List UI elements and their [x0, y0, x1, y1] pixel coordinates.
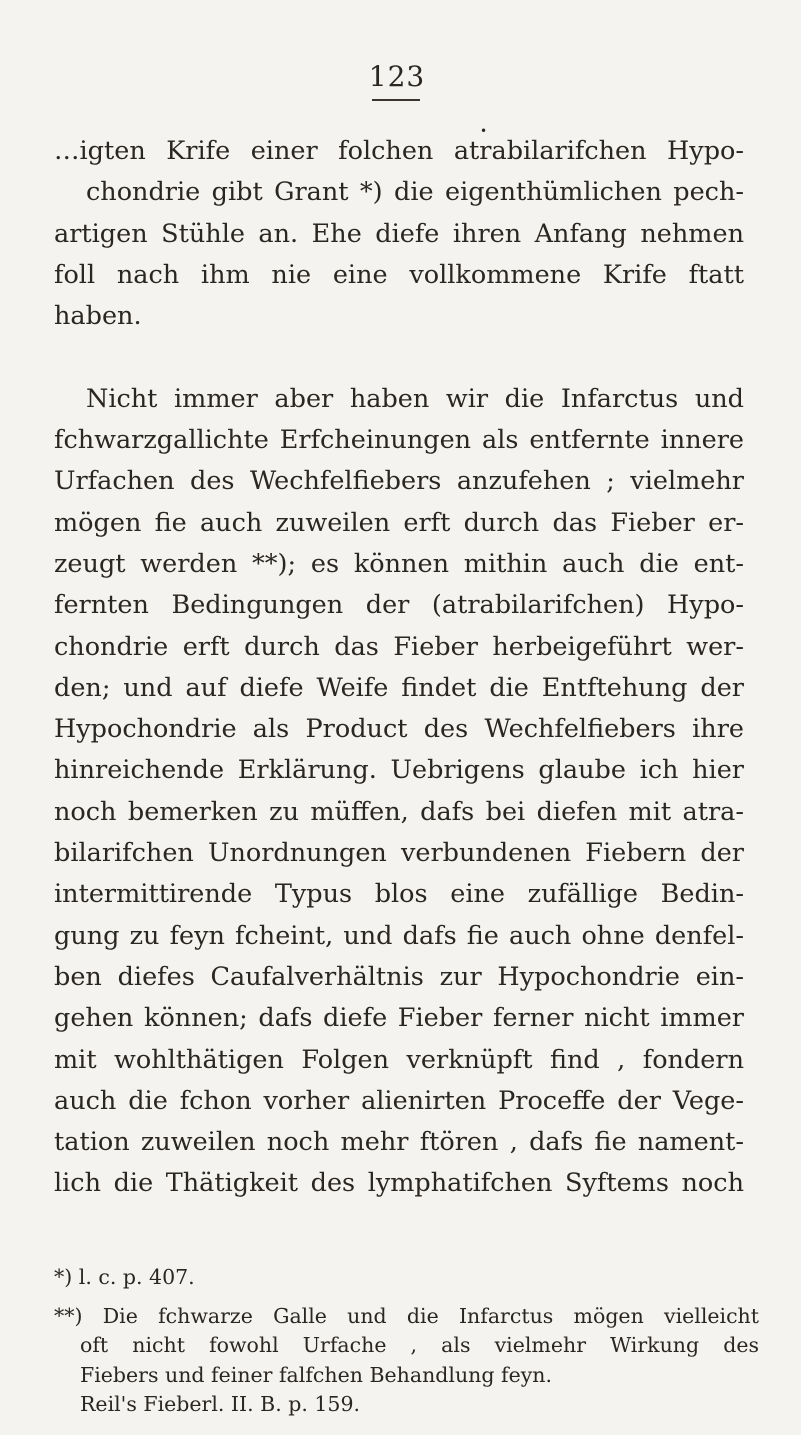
text-line: foll nach ihm nie eine vollkommene Krife ftatt: [54, 259, 744, 290]
page-number: 123: [368, 60, 426, 93]
text-line: Urfachen des Wechfelfiebers anzufehen ; vielmehr: [54, 466, 744, 497]
text-line: bilarifchen Unordnungen verbundenen Fiebern der: [54, 838, 744, 869]
text-line: gehen können; dafs diefe Fieber ferner nicht immer: [54, 1003, 744, 1034]
text-line: auch die fchon vorher alienirten Proceffe der Vege-: [54, 1085, 744, 1116]
text-line: mögen fie auch zuweilen erft durch das Fieber er-: [54, 507, 744, 538]
text-line: Hypochondrie als Product des Wechfelfiebers ihre: [54, 714, 744, 745]
text-line: Nicht immer aber haben wir die Infarctus und: [86, 383, 744, 414]
footnotes: [54, 1263, 759, 1420]
text-line: chondrie erft durch das Fieber herbeigeführt wer-: [54, 631, 744, 662]
footnote-2-line: Fiebers und feiner falfchen Behandlung feyn.: [80, 1362, 553, 1387]
text-line: chondrie gibt Grant *) die eigenthümlichen pech-: [86, 177, 744, 208]
text-line: haben.: [54, 301, 142, 332]
text-line: gung zu feyn fcheint, und dafs fie auch ohne denfel-: [54, 920, 744, 951]
footnote-2-line: **) Die fchwarze Galle und die Infarctus mögen vielleicht: [54, 1303, 759, 1328]
text-line: artigen Stühle an. Ehe diefe ihren Anfang nehmen: [54, 218, 744, 249]
text-line: ben diefes Caufalverhältnis zur Hypochondrie ein-: [54, 961, 744, 992]
footnote-2-line: Reil's Fieberl. II. B. p. 159.: [80, 1392, 361, 1416]
text-line: noch bemerken zu müffen, dafs bei diefen mit atra-: [54, 796, 744, 827]
paragraph-gap: [54, 337, 744, 378]
text-line: …igten Krife einer folchen atrabilarifchen Hypo-: [54, 136, 744, 166]
text-line: den; und auf diefe Weife findet die Entftehung der: [54, 672, 744, 703]
text-line: zeugt werden **); es können mithin auch die ent-: [54, 548, 744, 579]
printer-mark: •: [480, 124, 488, 138]
text-line: fchwarzgallichte Erfcheinungen als entfernte innere: [54, 425, 744, 456]
text-line: hinreichende Erklärung. Uebrigens glaube ich hier: [54, 755, 744, 786]
page-number-rule: [372, 99, 420, 101]
text-line: mit wohlthätigen Folgen verknüpft find , fondern: [54, 1044, 744, 1075]
footnote-2-line: oft nicht fowohl Urfache , als vielmehr Wirkung des: [80, 1333, 759, 1357]
text-line: tation zuweilen noch mehr ftören , dafs fie nament-: [54, 1127, 744, 1158]
text-line: intermittirende Typus blos eine zufällige Bedin-: [54, 879, 744, 910]
body-text: [54, 131, 744, 1205]
text-line: lich die Thätigkeit des lymphatifchen Syftems noch: [54, 1168, 744, 1199]
text-line: fernten Bedingungen der (atrabilarifchen) Hypo-: [54, 590, 744, 621]
footnote-1: *) l. c. p. 407.: [54, 1265, 195, 1289]
